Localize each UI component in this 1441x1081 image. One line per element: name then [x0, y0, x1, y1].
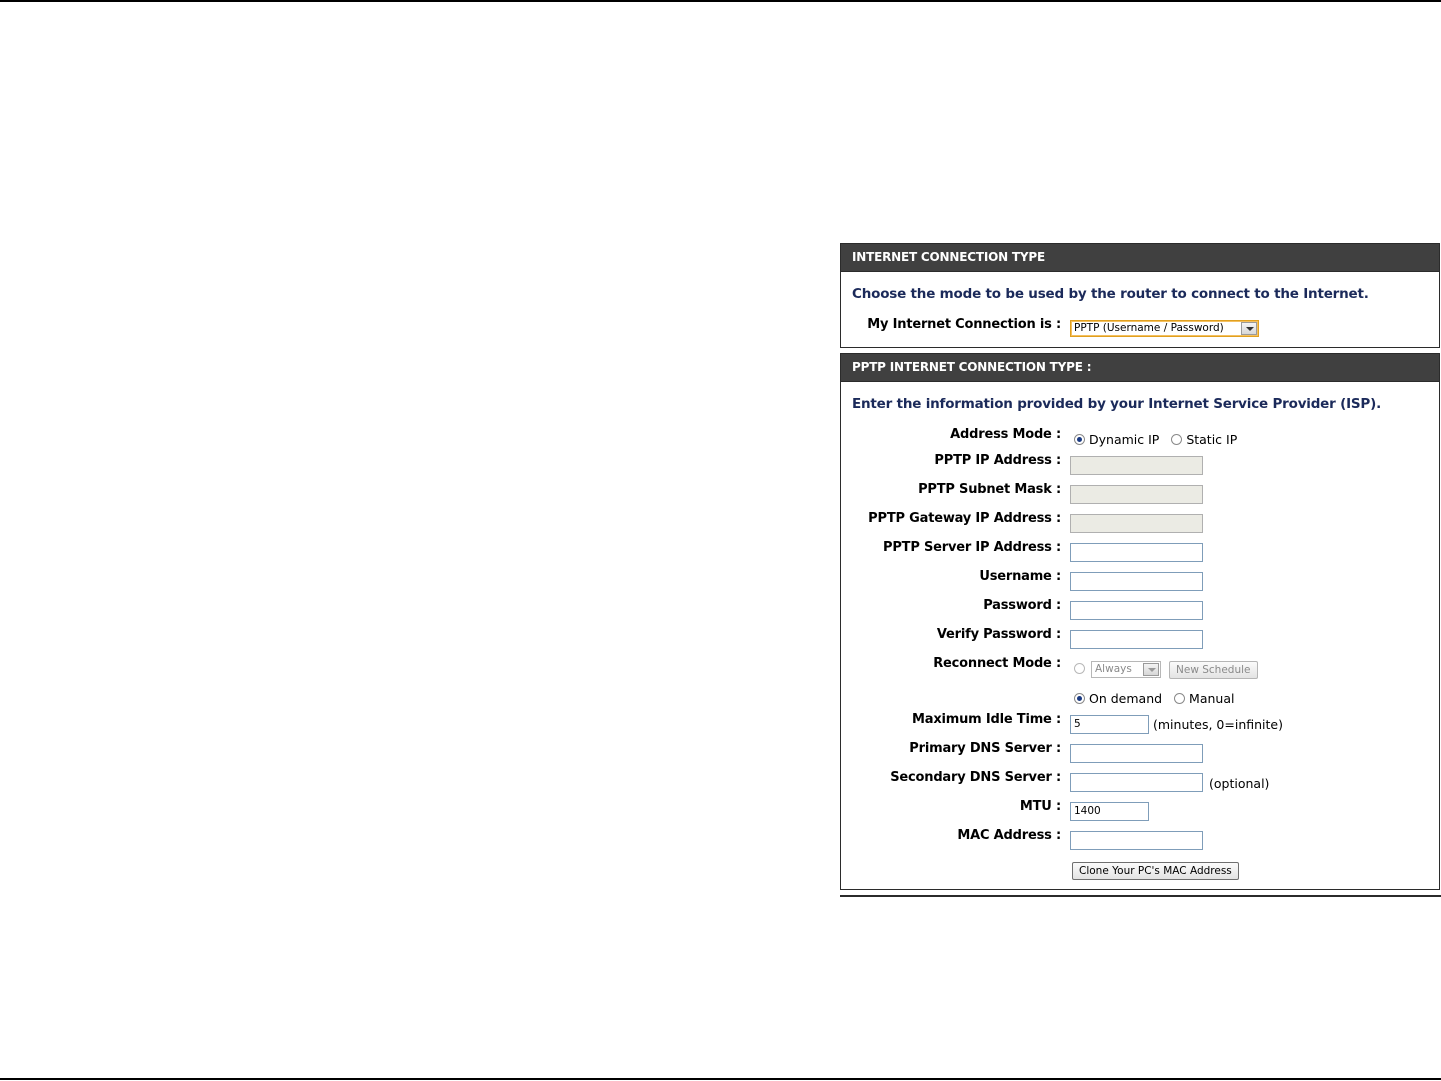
address-mode-options: [1074, 431, 1245, 447]
max-idle-time-label: Maximum Idle Time :: [912, 712, 1061, 727]
pptp-ip-input[interactable]: [1070, 456, 1203, 475]
panel-intro: Choose the mode to be used by the router to connect to the Internet.: [852, 286, 1369, 302]
pptp-gateway-input[interactable]: [1070, 514, 1203, 533]
on-demand-label: On demand: [1089, 691, 1163, 706]
chevron-down-icon: [1143, 663, 1159, 676]
pptp-server-input[interactable]: [1070, 543, 1203, 562]
always-on-radio[interactable]: [1074, 663, 1085, 674]
username-label: Username :: [979, 569, 1061, 584]
static-ip-radio[interactable]: [1171, 434, 1182, 445]
connection-type-value: PPTP (Username / Password): [1074, 322, 1224, 334]
max-idle-time-input[interactable]: 5: [1070, 715, 1149, 734]
reconnect-options: [1074, 690, 1242, 706]
mtu-input[interactable]: 1400: [1070, 802, 1149, 821]
connection-label: My Internet Connection is :: [867, 317, 1061, 332]
connection-type-select[interactable]: [1070, 320, 1259, 337]
static-ip-label: Static IP: [1186, 432, 1238, 447]
schedule-select[interactable]: [1091, 661, 1161, 678]
manual-radio[interactable]: [1174, 693, 1185, 704]
panel-header: INTERNET CONNECTION TYPE: [841, 244, 1439, 272]
mac-address-input[interactable]: [1070, 831, 1203, 850]
mtu-label: MTU :: [1019, 799, 1061, 814]
dynamic-ip-radio[interactable]: [1074, 434, 1085, 445]
optional-hint: (optional): [1209, 776, 1270, 791]
password-input[interactable]: [1070, 601, 1203, 620]
pptp-gateway-label: PPTP Gateway IP Address :: [868, 511, 1061, 526]
section-divider: [840, 895, 1441, 897]
secondary-dns-input[interactable]: [1070, 773, 1203, 792]
verify-password-label: Verify Password :: [936, 627, 1061, 642]
pptp-server-label: PPTP Server IP Address :: [883, 540, 1061, 555]
panel-intro: Enter the information provided by your Internet Service Provider (ISP).: [852, 396, 1382, 412]
schedule-value: Always: [1095, 663, 1132, 675]
clone-mac-button[interactable]: Clone Your PC's MAC Address: [1072, 862, 1239, 880]
top-rule: [0, 0, 1441, 2]
pptp-ip-label: PPTP IP Address :: [934, 453, 1061, 468]
idle-time-hint: (minutes, 0=infinite): [1153, 717, 1283, 732]
pptp-subnet-mask-input[interactable]: [1070, 485, 1203, 504]
username-input[interactable]: [1070, 572, 1203, 591]
manual-label: Manual: [1189, 691, 1235, 706]
password-label: Password :: [983, 598, 1061, 613]
mac-address-label: MAC Address :: [957, 828, 1061, 843]
primary-dns-label: Primary DNS Server :: [909, 741, 1061, 756]
dynamic-ip-label: Dynamic IP: [1089, 432, 1160, 447]
chevron-down-icon: [1241, 322, 1257, 335]
pptp-connection-panel: [840, 353, 1440, 890]
verify-password-input[interactable]: [1070, 630, 1203, 649]
bottom-rule: [0, 1078, 1441, 1080]
reconnect-mode-label: Reconnect Mode :: [933, 656, 1061, 671]
internet-connection-type-panel: [840, 243, 1440, 348]
on-demand-radio[interactable]: [1074, 693, 1085, 704]
panel-header: PPTP INTERNET CONNECTION TYPE :: [841, 354, 1439, 382]
new-schedule-button[interactable]: New Schedule: [1169, 661, 1258, 679]
pptp-subnet-mask-label: PPTP Subnet Mask :: [918, 482, 1061, 497]
primary-dns-input[interactable]: [1070, 744, 1203, 763]
secondary-dns-label: Secondary DNS Server :: [890, 770, 1061, 785]
address-mode-label: Address Mode :: [950, 427, 1061, 442]
